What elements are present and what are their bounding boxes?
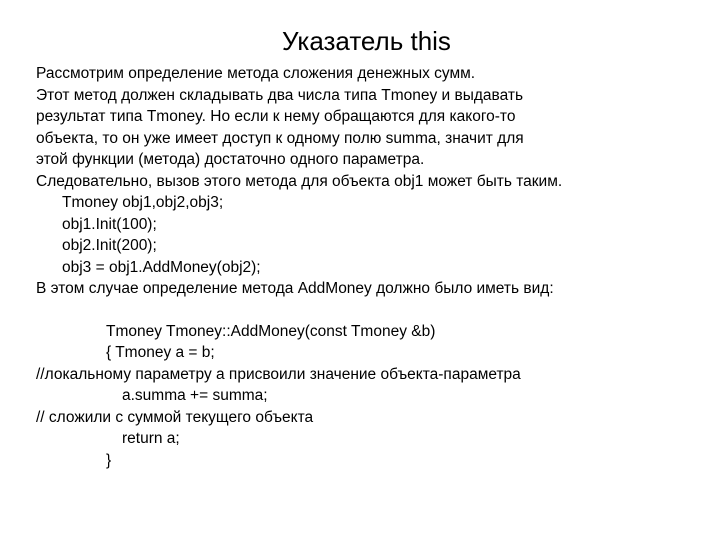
text-line: этой функции (метода) достаточно одного параметра.	[36, 151, 425, 168]
code-comment: // сложили с суммой текущего объекта	[36, 408, 314, 426]
code-line: obj2.Init(200);	[62, 237, 157, 254]
code-line: Tmoney obj1,obj2,obj3;	[62, 194, 224, 211]
text-line: Следовательно, вызов этого метода для объекта obj1 может быть таким.	[36, 172, 563, 190]
slide-title: Указатель this	[282, 26, 451, 56]
code-line: a.summa += summa;	[122, 387, 268, 404]
text-line: результат типа Tmoney. Но если к нему обращаются для какого-то	[36, 108, 516, 125]
text-line: Этот метод должен складывать два числа типа Tmoney и выдавать	[36, 86, 524, 104]
code-line: Tmoney Tmoney::AddMoney(const Tmoney &b)	[106, 322, 436, 340]
text-line: объекта, то он уже имеет доступ к одному полю summa, значит для	[36, 129, 524, 147]
code-line: { Tmoney a = b;	[106, 344, 215, 361]
code-comment: //локальному параметру a присвоили значение объекта-параметра	[36, 365, 521, 383]
code-line: return a;	[122, 430, 180, 447]
code-line: }	[106, 451, 112, 469]
code-line: obj3 = obj1.AddMoney(obj2);	[62, 258, 261, 276]
spacer	[36, 300, 716, 321]
code-line: obj1.Init(100);	[62, 215, 157, 233]
text-line: В этом случае определение метода AddMoney должно было иметь вид:	[36, 280, 554, 297]
text-line: Рассмотрим определение метода сложения денежных сумм.	[36, 65, 476, 82]
slide-body	[36, 63, 716, 471]
